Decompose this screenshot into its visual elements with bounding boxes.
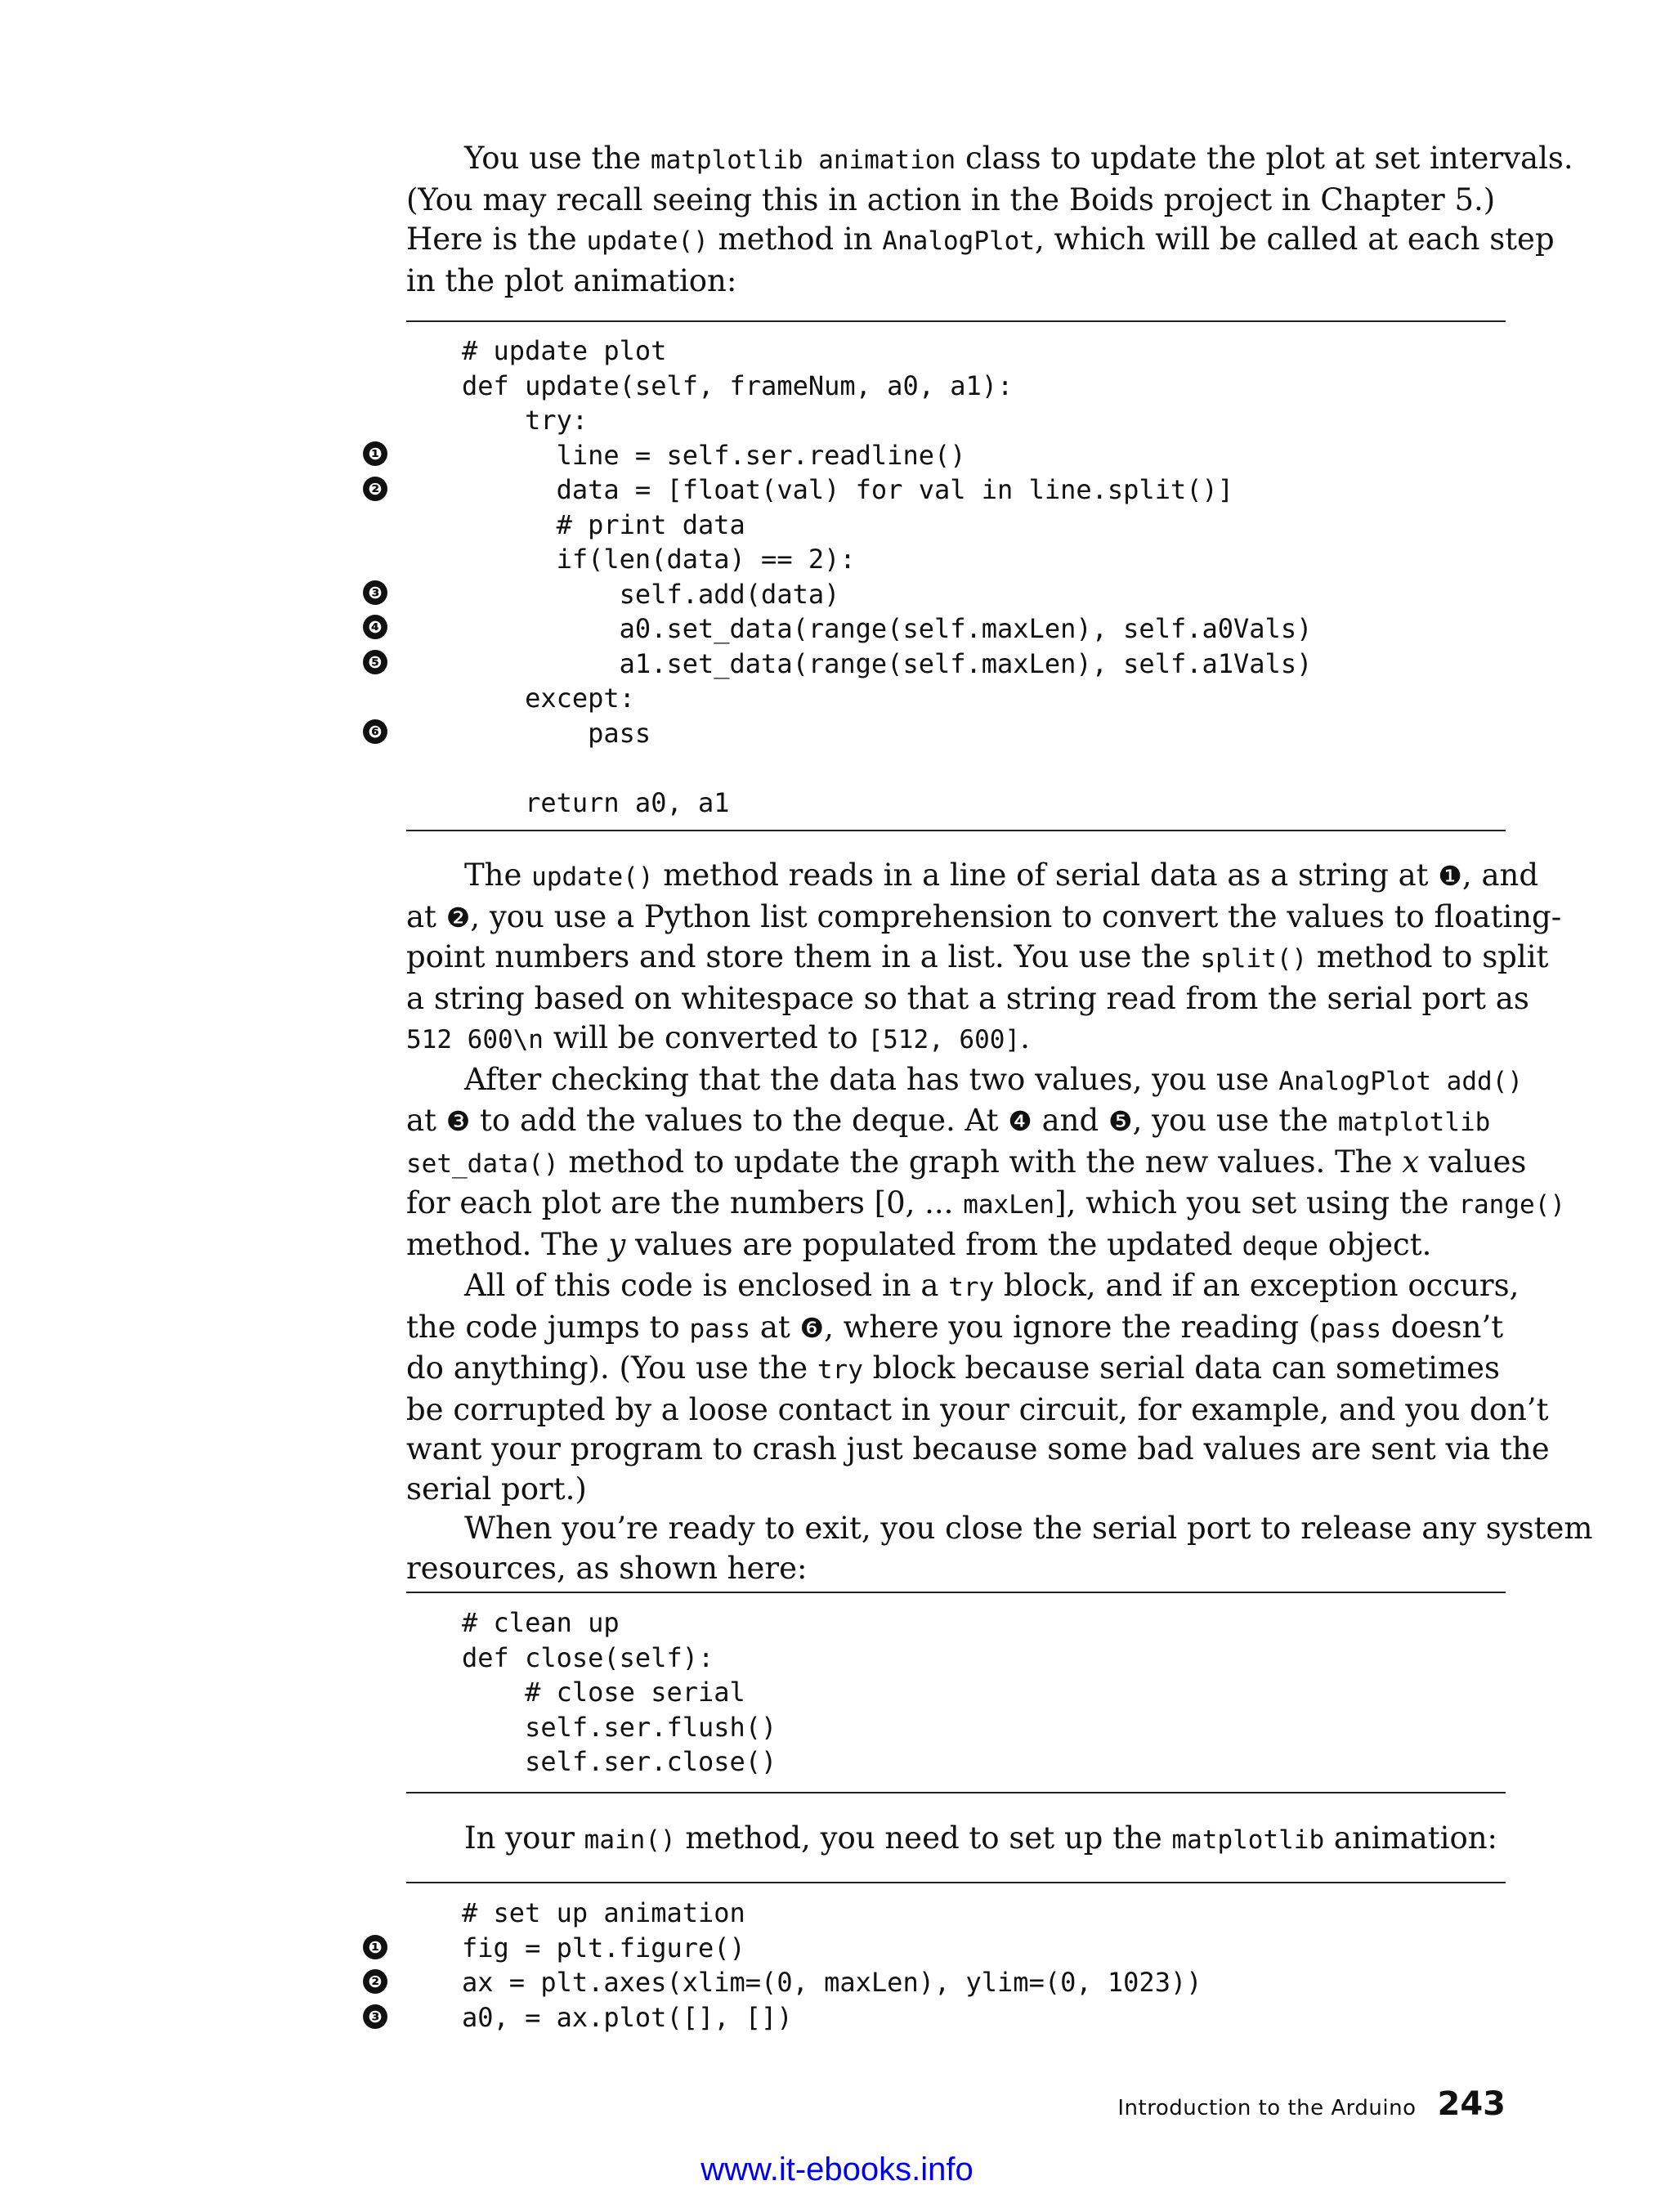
code-line: return a0, a1 — [462, 786, 730, 818]
code-line: # clean up — [462, 1607, 620, 1638]
code-block-animation — [462, 1896, 1202, 2035]
code-line: line = self.ser.readline() — [462, 439, 966, 471]
callout-marker-3: ❸ — [363, 2004, 387, 2029]
code-line: try: — [462, 405, 589, 436]
code-block-close — [462, 1605, 777, 1780]
paragraph: The update() method reads in a line of serial data as a string at ❶, and at ❷, you use a Python list comprehension to convert the values to floating- point numbers and store them in a list. You use the split() method to split a string based on whitespace so that a string read from the serial port as 512 600\n will be converted to [512, 600]. — [406, 857, 1562, 1055]
code-line: # update plot — [462, 335, 667, 366]
code-line: ax = plt.axes(xlim=(0, maxLen), ylim=(0, 1023)) — [462, 1967, 1202, 1998]
page-number: 243 — [1437, 2085, 1506, 2123]
code-block-top-rule — [406, 1592, 1506, 1593]
code-line: except: — [462, 683, 635, 714]
callout-marker-2: ❷ — [363, 477, 387, 501]
code-line: def close(self): — [462, 1641, 714, 1673]
code-block-bottom-rule — [406, 830, 1506, 831]
callout-ref: ❻ — [799, 1311, 825, 1344]
paragraph: After checking that the data has two values, you use AnalogPlot add() at ❸ to add the values to the deque. At ❹ and ❺, you use the matplotlib set_data() method to update the graph with the new values. The x values for each plot are the numbers [0, ... maxLen], which you set using the range() method. The y values are populated from the updated deque object. — [406, 1061, 1565, 1262]
code-line: a0, = ax.plot([], []) — [462, 2001, 793, 2033]
code-line: data = [float(val) for val in line.split()] — [462, 474, 1234, 505]
code-block-bottom-rule — [406, 1792, 1506, 1793]
code-line: self.add(data) — [462, 578, 840, 610]
callout-ref: ❺ — [1108, 1105, 1133, 1137]
callout-ref: ❸ — [445, 1105, 471, 1137]
explanation-paragraphs — [406, 856, 1593, 1588]
paragraph: When you’re ready to exit, you close the serial port to release any system resources, as shown here: — [406, 1511, 1593, 1586]
callout-ref: ❷ — [445, 901, 471, 934]
inline-code: AnalogPlot — [882, 226, 1035, 256]
paragraph: All of this code is enclosed in a try block, and if an exception occurs, the code jumps to pass at ❻, where you ignore the reading (pass doesn’t do anything). (You use the try block because serial data can sometimes be corrupted by a loose contact in your circuit, for example, and you don’t want your program to crash just because some bad values are sent via the serial port.) — [406, 1268, 1550, 1507]
code-line: def update(self, frameNum, a0, a1): — [462, 369, 1014, 401]
code-line: fig = plt.figure() — [462, 1932, 745, 1963]
code-line: # print data — [462, 508, 745, 540]
callout-ref: ❹ — [1008, 1105, 1032, 1137]
callout-marker-1: ❶ — [363, 1935, 387, 1959]
inline-code: update() — [586, 226, 709, 256]
code-block-update — [462, 334, 1312, 820]
callout-marker-5: ❺ — [363, 650, 387, 674]
callout-marker-4: ❹ — [363, 615, 387, 639]
callout-marker-1: ❶ — [363, 441, 387, 466]
inline-code: matplotlib animation — [650, 146, 956, 175]
code-line: pass — [462, 717, 651, 749]
code-line: if(len(data) == 2): — [462, 544, 856, 575]
intro-paragraph: You use the matplotlib animation class to update the plot at set intervals. (You may recall seeing this in action in the Boids project in Chapter 5.) Here is the update() method in AnalogPlot, which will be called at each step in the plot animation: — [406, 141, 1573, 298]
code-line: a0.set_data(range(self.maxLen), self.a0Vals) — [462, 613, 1313, 644]
code-block-top-rule — [406, 1882, 1506, 1883]
code-line: # set up animation — [462, 1897, 745, 1928]
code-line: self.ser.flush() — [462, 1711, 777, 1743]
code-line: # close serial — [462, 1677, 745, 1708]
code-block-top-rule — [406, 320, 1506, 322]
callout-ref: ❶ — [1438, 860, 1462, 892]
code-line: a1.set_data(range(self.maxLen), self.a1Vals) — [462, 647, 1313, 679]
callout-marker-2: ❷ — [363, 1969, 387, 1994]
callout-marker-3: ❸ — [363, 580, 387, 605]
page-footer — [1063, 2085, 1506, 2123]
code-line: self.ser.close() — [462, 1746, 777, 1777]
watermark-link[interactable]: www.it-ebooks.info — [700, 2152, 974, 2187]
running-footer-title: Introduction to the Arduino — [1117, 2096, 1417, 2120]
main-method-paragraph: In your main() method, you need to set up the matplotlib animation: — [464, 1820, 1498, 1856]
callout-marker-6: ❻ — [363, 719, 387, 744]
